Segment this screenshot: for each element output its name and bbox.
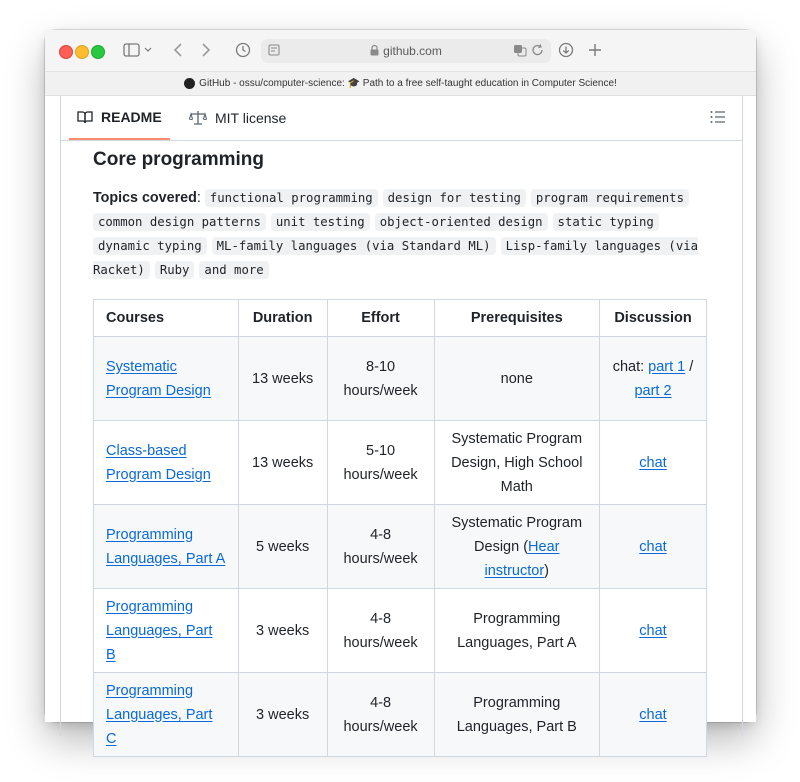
hear-instructor-link[interactable]: Hear instructor	[484, 538, 560, 579]
topic-tag: design for testing	[383, 189, 526, 207]
duration-cell: 5 weeks	[238, 505, 327, 589]
address-bar[interactable]	[261, 39, 551, 63]
book-icon	[77, 109, 93, 125]
section-heading: Core programming	[93, 149, 265, 170]
tab-readme[interactable]	[69, 96, 170, 140]
translate-icon[interactable]	[513, 43, 527, 62]
course-link[interactable]: Programming Languages, Part A	[106, 526, 226, 567]
topic-tag: Ruby	[155, 261, 195, 279]
course-cell	[94, 421, 239, 505]
outline-list-icon[interactable]	[710, 110, 726, 129]
readme-header	[61, 96, 742, 141]
header-courses: Courses	[94, 300, 239, 337]
effort-cell: 4-8 hours/week	[327, 505, 434, 589]
close-window-button[interactable]	[59, 45, 73, 59]
header-duration: Duration	[238, 300, 327, 337]
course-cell	[94, 505, 239, 589]
url-text: github.com	[383, 44, 442, 58]
topic-tag: and more	[199, 261, 268, 279]
browser-tab[interactable]	[45, 72, 756, 96]
topic-tag: object-oriented design	[375, 213, 548, 231]
header-prerequisites: Prerequisites	[434, 300, 600, 337]
tab-license[interactable]	[181, 96, 294, 140]
readme-body	[93, 148, 713, 757]
back-icon[interactable]	[170, 39, 186, 61]
lock-icon	[370, 45, 379, 59]
topics-label: Topics covered	[93, 190, 197, 206]
chat-part1-link[interactable]: part 1	[648, 358, 686, 375]
prereq-cell: none	[434, 337, 600, 421]
new-tab-icon[interactable]	[587, 39, 603, 61]
browser-toolbar	[45, 30, 756, 72]
table-row	[94, 673, 707, 757]
discussion-cell	[600, 673, 707, 757]
topic-tag: Lisp-family languages (via Racket)	[93, 239, 699, 277]
chat-link[interactable]: chat	[639, 622, 667, 639]
discussion-cell	[600, 589, 707, 673]
law-scale-icon	[189, 110, 207, 126]
chat-part2-link[interactable]: part 2	[634, 382, 672, 399]
duration-cell: 3 weeks	[238, 673, 327, 757]
prereq-close-paren: )	[544, 562, 549, 579]
prereq-cell	[434, 505, 600, 589]
course-cell	[94, 337, 239, 421]
topic-tag: dynamic typing	[93, 237, 207, 255]
course-link[interactable]: Programming Languages, Part C	[106, 682, 213, 747]
address-url	[261, 44, 551, 59]
course-cell	[94, 673, 239, 757]
github-icon	[184, 78, 195, 89]
course-link[interactable]: Class-based Program Design	[106, 442, 211, 483]
chat-prefix: chat:	[612, 358, 649, 375]
chat-link[interactable]: chat	[639, 454, 667, 471]
course-link[interactable]: Systematic Program Design	[106, 358, 211, 399]
header-effort: Effort	[327, 300, 434, 337]
table-row	[94, 337, 707, 421]
courses-table	[93, 299, 707, 757]
zoom-window-button[interactable]	[91, 45, 105, 59]
topic-tag: ML-family languages (via Standard ML)	[212, 237, 496, 255]
topics-paragraph	[93, 186, 701, 282]
topic-tag: program requirements	[531, 189, 689, 207]
duration-cell: 13 weeks	[238, 421, 327, 505]
effort-cell: 4-8 hours/week	[327, 673, 434, 757]
chat-separator: /	[685, 358, 694, 375]
header-discussion: Discussion	[600, 300, 707, 337]
readme-card	[60, 96, 743, 747]
duration-cell: 3 weeks	[238, 589, 327, 673]
duration-cell: 13 weeks	[238, 337, 327, 421]
download-icon[interactable]	[557, 39, 575, 61]
minimize-window-button[interactable]	[75, 45, 89, 59]
topic-tag: common design patterns	[93, 213, 266, 231]
effort-cell: 4-8 hours/week	[327, 589, 434, 673]
topic-tag: functional programming	[205, 189, 378, 207]
page-content	[45, 96, 756, 747]
effort-cell: 5-10 hours/week	[327, 421, 434, 505]
prereq-text: Systematic Program Design	[451, 514, 583, 555]
prereq-cell: Systematic Program Design, High School Math	[434, 421, 600, 505]
tab-title: GitHub - ossu/computer-science: 🎓 Path to a free self-taught education in Computer Science!	[199, 78, 617, 89]
prereq-open-paren: (	[523, 538, 529, 555]
discussion-cell	[600, 505, 707, 589]
discussion-cell	[600, 337, 707, 421]
table-header-row	[94, 300, 707, 337]
tab-license-label: MIT license	[215, 110, 287, 126]
discussion-cell	[600, 421, 707, 505]
topic-tag: static typing	[553, 213, 659, 231]
prereq-cell: Programming Languages, Part B	[434, 673, 600, 757]
course-cell	[94, 589, 239, 673]
table-row	[94, 421, 707, 505]
reload-icon[interactable]	[531, 43, 544, 62]
history-icon[interactable]	[234, 39, 252, 61]
table-row	[94, 589, 707, 673]
sidebar-icon[interactable]	[121, 39, 153, 61]
prereq-cell: Programming Languages, Part A	[434, 589, 600, 673]
browser-window	[45, 30, 756, 747]
chat-link[interactable]: chat	[639, 706, 667, 723]
course-link[interactable]: Programming Languages, Part B	[106, 598, 213, 663]
topic-tag: unit testing	[271, 213, 370, 231]
table-row	[94, 505, 707, 589]
tab-readme-label: README	[101, 109, 162, 125]
effort-cell: 8-10 hours/week	[327, 337, 434, 421]
chat-link[interactable]: chat	[639, 538, 667, 555]
forward-icon[interactable]	[198, 39, 214, 61]
topics-colon: :	[196, 190, 201, 206]
